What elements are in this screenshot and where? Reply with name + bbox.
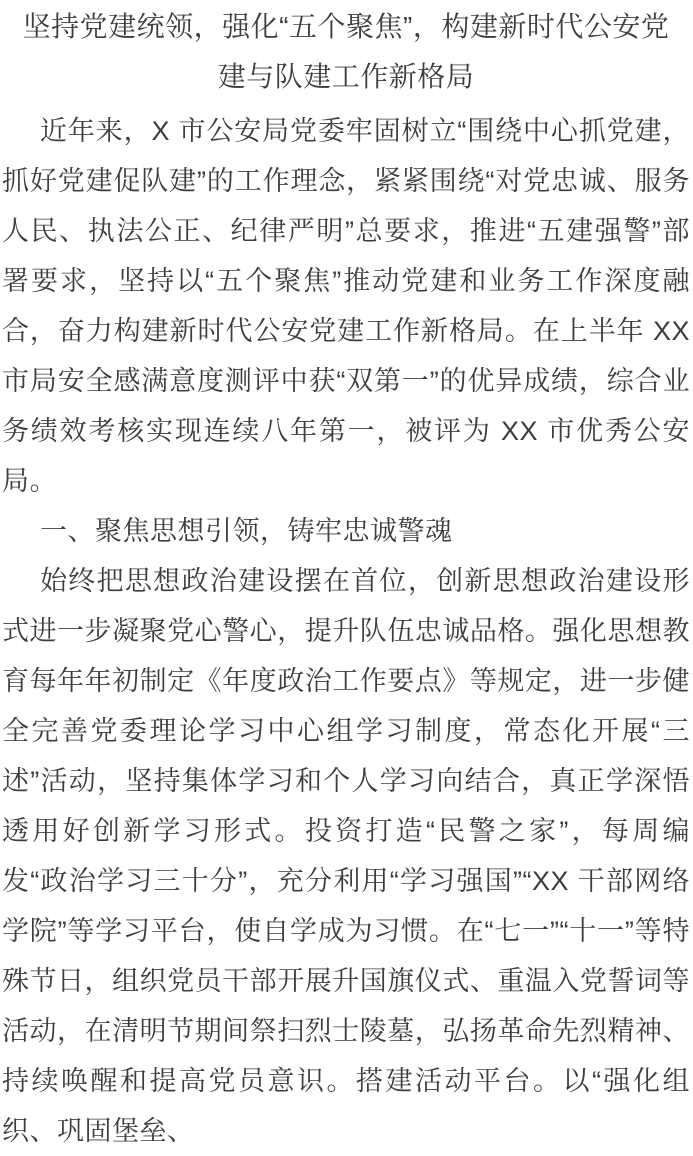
page-title: 坚持党建统领，强化“五个聚焦”，构建新时代公安党建与队建工作新格局 xyxy=(22,11,670,92)
section-heading: 一、聚焦思想引领，铸牢忠诚警魂 xyxy=(40,516,453,546)
document-body xyxy=(2,106,690,1156)
paragraph: 始终把思想政治建设摆在首位，创新思想政治建设形式进一步凝聚党心警心，提升队伍忠诚品格。强化思想教育每年年初制定《年度政治工作要点》等规定，进一步健全完善党委理论学习中心组学习制度，常态化开展“三述”活动，坚持集体学习和个人学习向结合，真正学深悟透用好创新学习形式。投资打造“民警之家”，每周编发“政治学习三十分”，充分利用“学习强国”“XX 干部网络学院”等学习平台，使自学成为习惯。在“七一”“十一”等特殊节日，组织党员干部开展升国旗仪式、重温入党誓词等活动，在清明节期间祭扫烈士陵墓，弘扬革命先烈精神、持续唤醒和提高党员意识。搭建活动平台。以“强化组织、巩固堡垒、 xyxy=(2,566,690,1146)
paragraph: 近年来，X 市公安局党委牢固树立“围绕中心抓党建，抓好党建促队建”的工作理念，紧紧围绕“对党忠诚、服务人民、执法公正、纪律严明”总要求，推进“五建强警”部署要求，坚持以“五个聚焦”推动党建和业务工作深度融合，奋力构建新时代公安党建工作新格局。在上半年 XX 市局安全感满意度测评中获“双第一”的优异成绩，综合业务绩效考核实现连续八年第一，被评为 XX 市优秀公安局。 xyxy=(2,116,690,496)
